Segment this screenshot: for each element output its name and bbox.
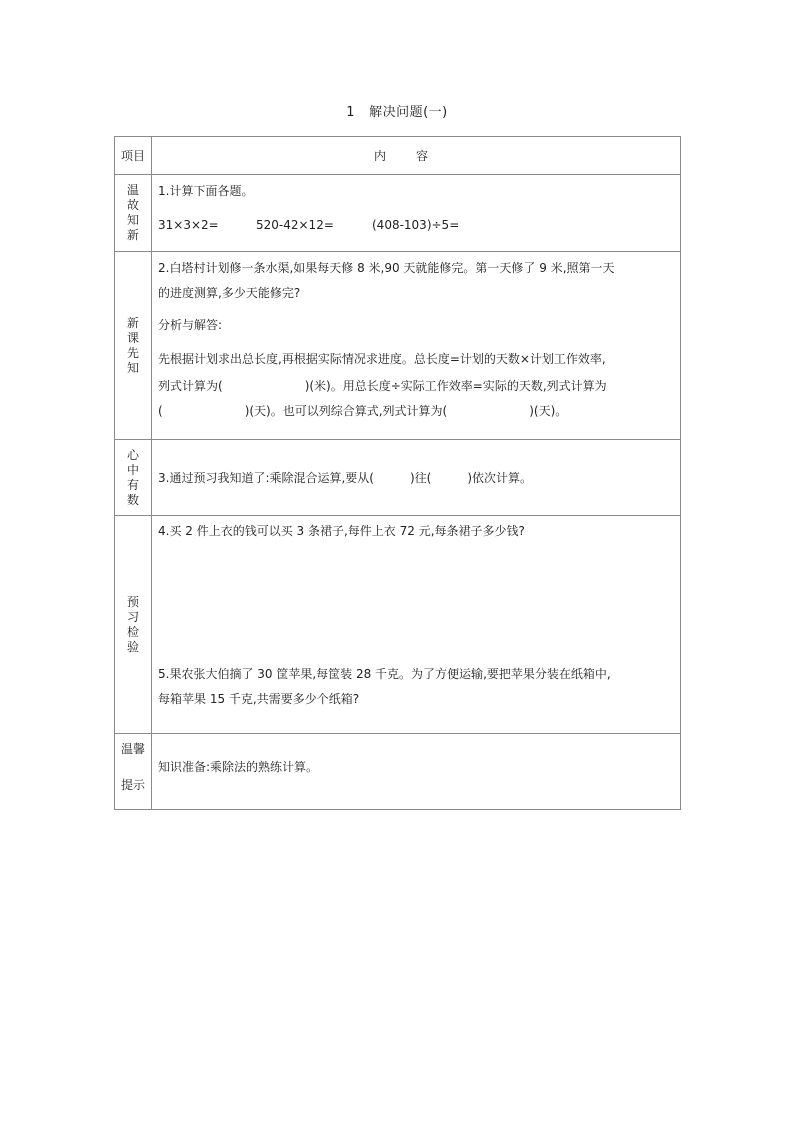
- new-lesson-content: [152, 252, 681, 440]
- question-3-start: 3.通过预习我知道了:乘除混合运算,要从(: [158, 470, 374, 485]
- tips-label-bottom: 提示: [120, 778, 145, 792]
- worksheet-table: [114, 136, 681, 810]
- header-label: 项目: [115, 137, 152, 175]
- preview-content: [152, 516, 681, 734]
- tips-row: [115, 734, 681, 810]
- mind-label-cell: [115, 440, 152, 516]
- question-5-line-2: 每箱苹果 15 千克,共需要多少个纸箱?: [158, 692, 360, 706]
- tips-content: [152, 734, 681, 810]
- expression-2: 520-42×12=: [256, 218, 334, 232]
- tips-label-cell: [115, 734, 152, 810]
- question-5-line-1: 5.果农张大伯摘了 30 筐苹果,每筐装 28 千克。为了方便运输,要把苹果分装在纸箱中,: [158, 667, 611, 681]
- question-3-end: )依次计算。: [467, 470, 533, 485]
- header-content: 内容: [373, 148, 458, 163]
- header-content-cell: [152, 137, 681, 175]
- title-number: 1: [346, 105, 356, 120]
- tips-label-top: 温馨: [120, 742, 145, 756]
- analysis-line-3-start: (: [158, 404, 163, 418]
- analysis-heading: 分析与解答:: [158, 318, 223, 332]
- page-title: [0, 101, 794, 120]
- review-label-cell: [115, 175, 152, 252]
- expression-1: 31×3×2=: [158, 218, 219, 232]
- preview-label: 预习检验: [126, 594, 139, 654]
- question-1: 1.计算下面各题。: [158, 184, 254, 198]
- mind-content: [152, 440, 681, 516]
- new-lesson-label-cell: [115, 252, 152, 440]
- expression-3: (408-103)÷5=: [372, 218, 460, 232]
- analysis-line-3-end: )(天)。: [529, 404, 568, 418]
- analysis-line-1: 先根据计划求出总长度,再根据实际情况求进度。总长度=计划的天数×计划工作效率,: [158, 352, 606, 366]
- question-3: [158, 468, 674, 488]
- review-content: [152, 175, 681, 252]
- review-label: 温故知新: [126, 183, 139, 242]
- question-2-line-1: 2.白塔村计划修一条水渠,如果每天修 8 米,90 天就能修完。第一天修了 9 米,照第一天: [158, 261, 615, 275]
- analysis-line-3: [158, 401, 674, 421]
- analysis-line-2: [158, 376, 674, 396]
- header-row: [115, 137, 681, 175]
- question-2-line-2: 的进度测算,多少天能修完?: [158, 286, 301, 300]
- title-text: 解决问题(一): [369, 105, 448, 120]
- answer-space-4[interactable]: [158, 541, 674, 664]
- mind-row: [115, 440, 681, 516]
- question-4: 4.买 2 件上衣的钱可以买 3 条裙子,每件上衣 72 元,每条裙子多少钱?: [158, 524, 525, 538]
- analysis-line-2-end: )(米)。用总长度÷实际工作效率=实际的天数,列式计算为: [304, 379, 607, 393]
- new-lesson-label: 新课先知: [126, 315, 139, 375]
- preview-row: [115, 516, 681, 734]
- analysis-line-3-middle: )(天)。也可以列综合算式,列式计算为(: [244, 404, 448, 418]
- tips-text: 知识准备:乘除法的熟练计算。: [158, 760, 319, 774]
- preview-label-cell: [115, 516, 152, 734]
- mind-label: 心中有数: [126, 447, 139, 507]
- review-row: [115, 175, 681, 252]
- expressions-row: [158, 215, 674, 235]
- new-lesson-row: [115, 252, 681, 440]
- analysis-line-2-start: 列式计算为(: [158, 379, 223, 393]
- question-3-middle: )往(: [410, 470, 432, 485]
